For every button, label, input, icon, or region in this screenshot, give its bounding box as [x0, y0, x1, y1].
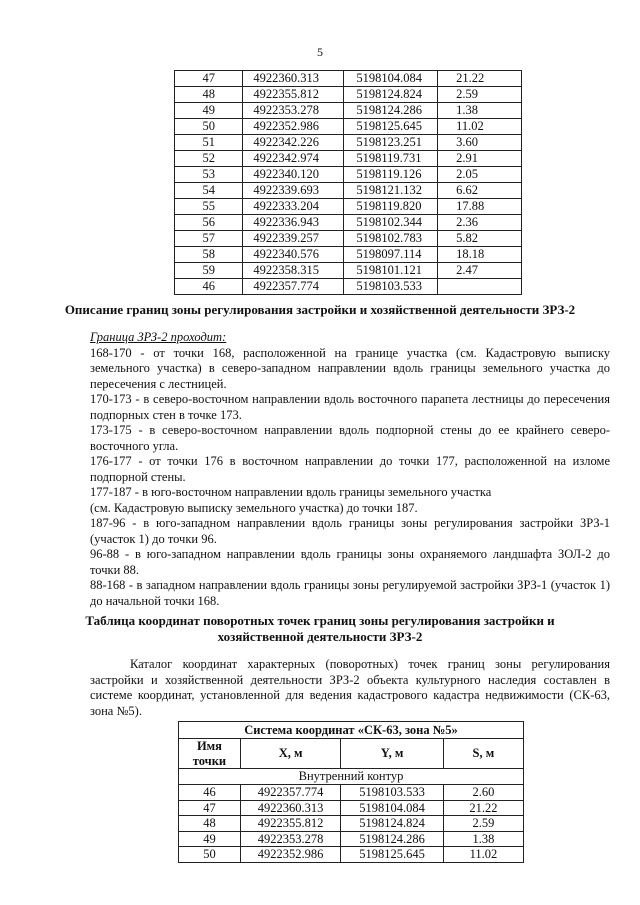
- point-name-cell: 57: [175, 231, 243, 247]
- y-coordinate-cell: 5198119.731: [344, 151, 438, 167]
- x-coordinate-cell: 4922342.226: [243, 135, 344, 151]
- y-coordinate-cell: 5198124.824: [341, 816, 443, 832]
- column-header-x: X, м: [240, 739, 340, 769]
- x-coordinate-cell: 4922333.204: [243, 199, 344, 215]
- x-coordinate-cell: 4922340.576: [243, 247, 344, 263]
- distance-cell: 3.60: [438, 135, 522, 151]
- y-coordinate-cell: 5198103.533: [344, 279, 438, 295]
- x-coordinate-cell: 4922342.974: [243, 151, 344, 167]
- table-row: [175, 183, 522, 199]
- table-row: [175, 167, 522, 183]
- section-heading-boundaries: Описание границ зоны регулирования застройки и хозяйственной деятельности ЗРЗ-2: [64, 302, 576, 317]
- point-name-cell: 47: [175, 71, 243, 87]
- table-row: [175, 263, 522, 279]
- distance-cell: 1.38: [443, 831, 523, 847]
- distance-cell: 2.60: [443, 785, 523, 801]
- boundary-paragraph: 96-88 - в юго-западном направлении вдоль границы зоны охраняемого ландшафта ЗОЛ-2 до точки 88.: [90, 547, 610, 577]
- y-coordinate-cell: 5198103.533: [341, 785, 443, 801]
- table-row: [179, 785, 524, 801]
- y-coordinate-cell: 5198119.820: [344, 199, 438, 215]
- boundary-paragraph: 170-173 - в северо-восточном направлении вдоль восточного парапета лестницы до пересечения подпорных стен в точке 173.: [90, 392, 610, 422]
- point-name-cell: 59: [175, 263, 243, 279]
- y-coordinate-cell: 5198125.645: [341, 847, 443, 863]
- table-row: [175, 151, 522, 167]
- y-coordinate-cell: 5198097.114: [344, 247, 438, 263]
- distance-cell: 17.88: [438, 199, 522, 215]
- y-coordinate-cell: 5198102.344: [344, 215, 438, 231]
- column-header-point-name: Имя точки: [179, 739, 241, 769]
- point-name-cell: 49: [179, 831, 241, 847]
- distance-cell: 21.22: [438, 71, 522, 87]
- x-coordinate-cell: 4922360.313: [240, 800, 340, 816]
- distance-cell: 2.59: [438, 87, 522, 103]
- contour-label: Внутренний контур: [179, 769, 524, 785]
- point-name-cell: 51: [175, 135, 243, 151]
- boundary-paragraph: 168-170 - от точки 168, расположенной на границе участка (см. Кадастровую выписку земельного участка) в северо-западном направлении вдоль границы земельного участка до пересечения с лестницей.: [90, 345, 610, 391]
- distance-cell: 21.22: [443, 800, 523, 816]
- x-coordinate-cell: 4922357.774: [240, 785, 340, 801]
- x-coordinate-cell: 4922357.774: [243, 279, 344, 295]
- x-coordinate-cell: 4922353.278: [243, 103, 344, 119]
- table-row: [175, 71, 522, 87]
- distance-cell: 5.82: [438, 231, 522, 247]
- point-name-cell: 48: [175, 87, 243, 103]
- column-header-s: S, м: [443, 739, 523, 769]
- table-row: [175, 135, 522, 151]
- table-row: [175, 247, 522, 263]
- distance-cell: 2.05: [438, 167, 522, 183]
- coordinate-system-title: Система координат «СК-63, зона №5»: [179, 722, 524, 739]
- boundary-intro: Граница ЗРЗ-2 проходит:: [90, 330, 227, 344]
- y-coordinate-cell: 5198102.783: [344, 231, 438, 247]
- coordinates-table-body: [179, 785, 524, 863]
- table-row: [175, 231, 522, 247]
- table-row: [179, 800, 524, 816]
- y-coordinate-cell: 5198124.286: [344, 103, 438, 119]
- distance-cell: 11.02: [443, 847, 523, 863]
- coordinates-table: [178, 721, 524, 863]
- point-name-cell: 52: [175, 151, 243, 167]
- distance-cell: 2.36: [438, 215, 522, 231]
- page-number: 5: [317, 45, 323, 59]
- point-name-cell: 49: [175, 103, 243, 119]
- boundary-paragraph: 176-177 - от точки 176 в восточном направлении до точки 177, расположенной на изломе подпорной стены.: [90, 454, 610, 484]
- table-row: [179, 816, 524, 832]
- point-name-cell: 46: [175, 279, 243, 295]
- heading-line: хозяйственной деятельности ЗРЗ-2: [217, 628, 423, 644]
- x-coordinate-cell: 4922355.812: [240, 816, 340, 832]
- x-coordinate-cell: 4922339.693: [243, 183, 344, 199]
- point-name-cell: 55: [175, 199, 243, 215]
- coordinates-table-body: [175, 71, 522, 295]
- y-coordinate-cell: 5198125.645: [344, 119, 438, 135]
- table-row: [175, 119, 522, 135]
- catalog-description: Каталог координат характерных (поворотных) точек границ зоны регулирования застройки и хозяйственной деятельности ЗРЗ-2 объекта культурного наследия составлен в системе координат, установленной для ведения кадастрового кадастра недвижимости (СК-63, зона №5).: [90, 657, 610, 718]
- y-coordinate-cell: 5198101.121: [344, 263, 438, 279]
- table-row: [175, 103, 522, 119]
- boundary-paragraph: 88-168 - в западном направлении вдоль границы зоны регулируемой застройки ЗРЗ-1 (участок 1) до начальной точки 168.: [90, 578, 610, 608]
- point-name-cell: 53: [175, 167, 243, 183]
- y-coordinate-cell: 5198121.132: [344, 183, 438, 199]
- point-name-cell: 50: [179, 847, 241, 863]
- y-coordinate-cell: 5198123.251: [344, 135, 438, 151]
- section-heading-coordinates: [0, 613, 640, 644]
- distance-cell: 2.91: [438, 151, 522, 167]
- column-header-y: Y, м: [341, 739, 443, 769]
- y-coordinate-cell: 5198104.084: [341, 800, 443, 816]
- x-coordinate-cell: 4922352.986: [243, 119, 344, 135]
- distance-cell: 11.02: [438, 119, 522, 135]
- x-coordinate-cell: 4922336.943: [243, 215, 344, 231]
- distance-cell: [438, 279, 522, 295]
- boundary-paragraph: 173-175 - в северо-восточном направлении вдоль подпорной стены до ее крайнего северо-восточного угла.: [90, 423, 610, 453]
- heading-line: Таблица координат поворотных точек границ зоны регулирования застройки и: [85, 613, 555, 628]
- y-coordinate-cell: 5198104.084: [344, 71, 438, 87]
- point-name-cell: 58: [175, 247, 243, 263]
- boundary-paragraph: 177-187 - в юго-восточном направлении вдоль границы земельного участка: [90, 485, 492, 499]
- distance-cell: 2.59: [443, 816, 523, 832]
- boundary-description: [90, 330, 610, 609]
- y-coordinate-cell: 5198124.286: [341, 831, 443, 847]
- distance-cell: 18.18: [438, 247, 522, 263]
- point-name-cell: 48: [179, 816, 241, 832]
- table-row: [179, 847, 524, 863]
- x-coordinate-cell: 4922339.257: [243, 231, 344, 247]
- x-coordinate-cell: 4922352.986: [240, 847, 340, 863]
- table-row: [175, 87, 522, 103]
- table-row: [175, 279, 522, 295]
- boundary-paragraph: (см. Кадастровую выписку земельного участка) до точки 187.: [90, 500, 418, 515]
- point-name-cell: 54: [175, 183, 243, 199]
- distance-cell: 6.62: [438, 183, 522, 199]
- boundary-paragraph: 187-96 - в юго-западном направлении вдоль границы зоны регулирования застройки ЗРЗ-1 (участок 1) до точки 96.: [90, 516, 610, 546]
- x-coordinate-cell: 4922340.120: [243, 167, 344, 183]
- y-coordinate-cell: 5198119.126: [344, 167, 438, 183]
- table-row: [175, 215, 522, 231]
- distance-cell: 1.38: [438, 103, 522, 119]
- x-coordinate-cell: 4922358.315: [243, 263, 344, 279]
- point-name-cell: 56: [175, 215, 243, 231]
- coordinates-table-continued: [174, 70, 522, 295]
- distance-cell: 2.47: [438, 263, 522, 279]
- y-coordinate-cell: 5198124.824: [344, 87, 438, 103]
- point-name-cell: 47: [179, 800, 241, 816]
- x-coordinate-cell: 4922355.812: [243, 87, 344, 103]
- point-name-cell: 50: [175, 119, 243, 135]
- point-name-cell: 46: [179, 785, 241, 801]
- table-row: [175, 199, 522, 215]
- table-row: [179, 831, 524, 847]
- x-coordinate-cell: 4922353.278: [240, 831, 340, 847]
- x-coordinate-cell: 4922360.313: [243, 71, 344, 87]
